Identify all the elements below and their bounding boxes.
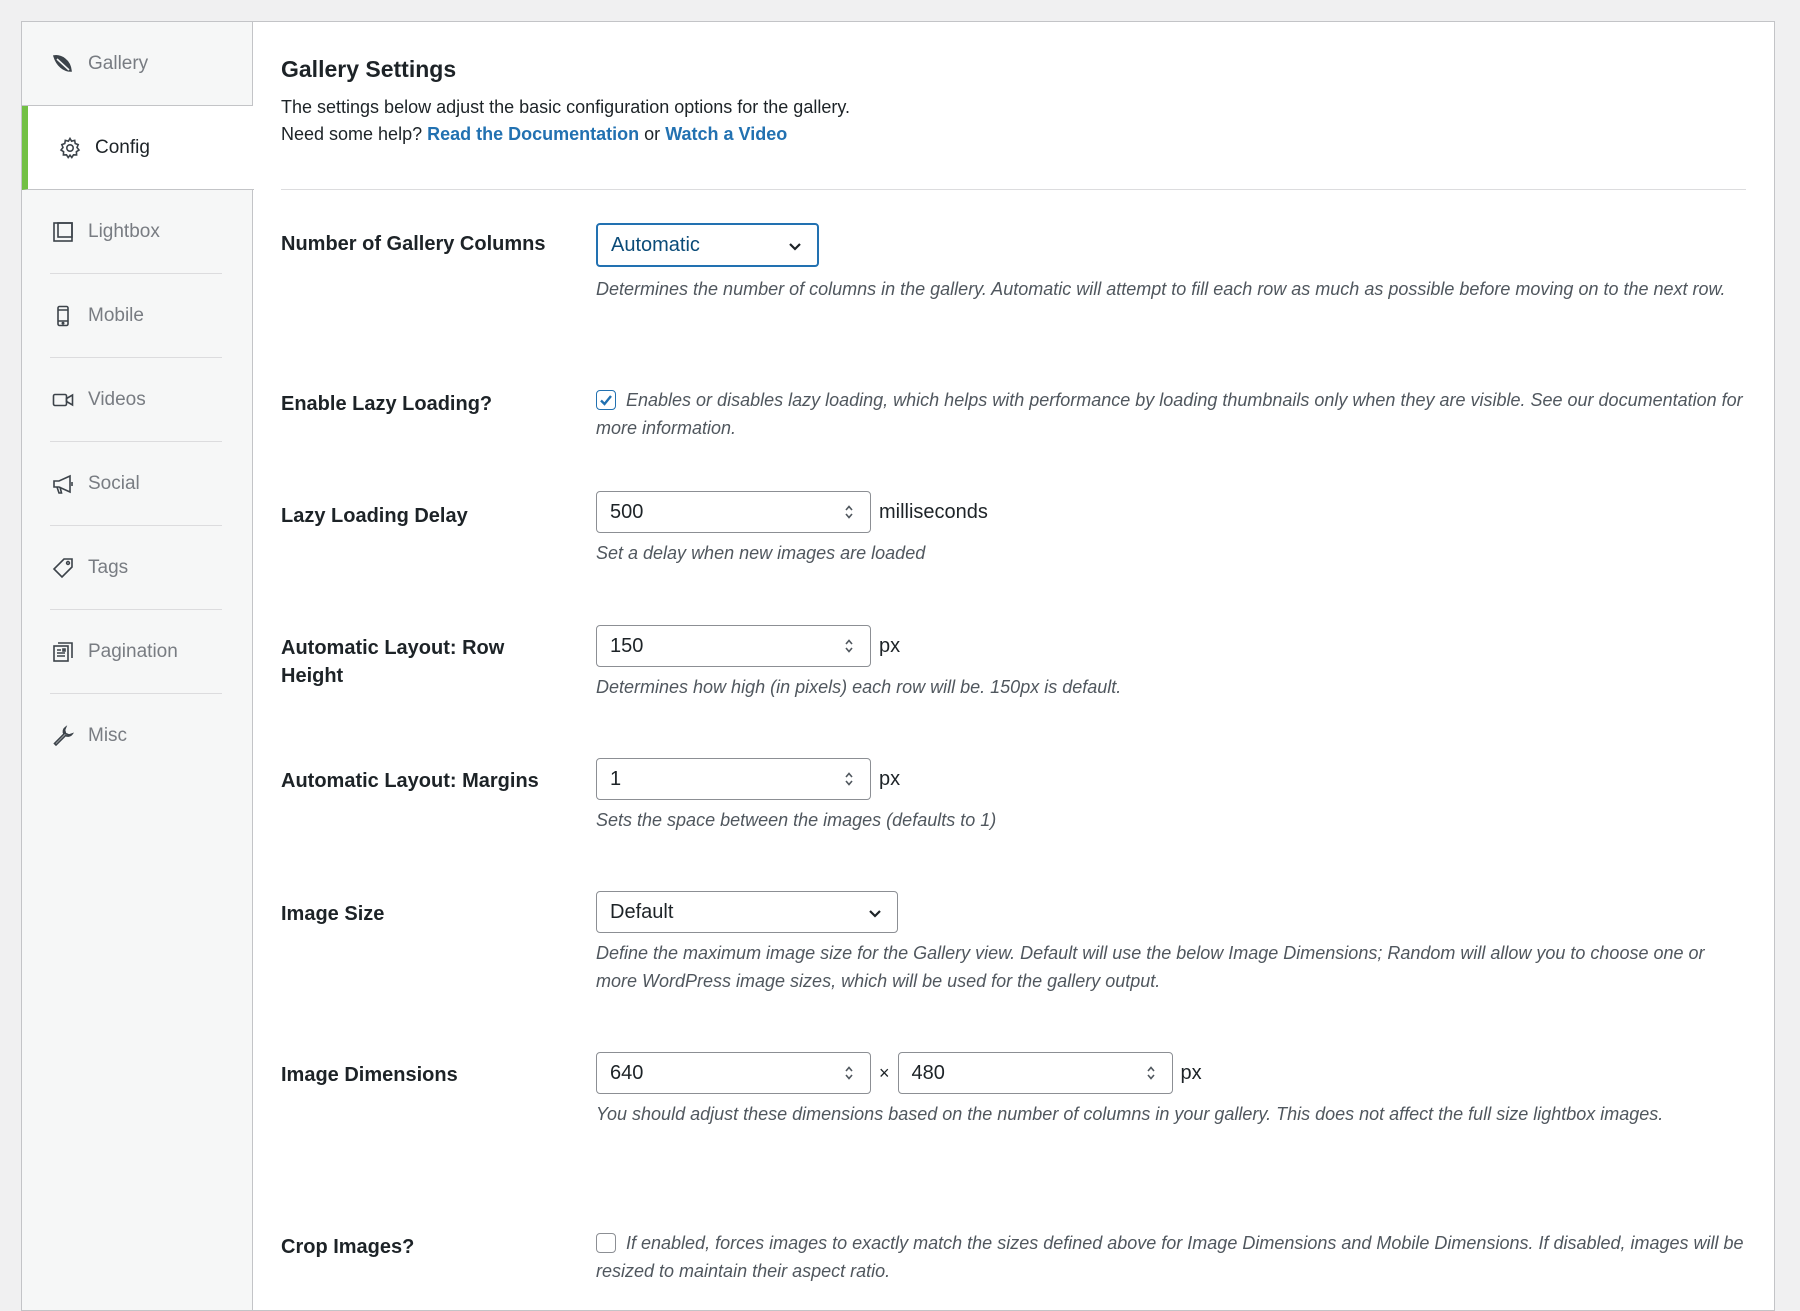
documentation-link[interactable]: Read the Documentation (427, 124, 640, 144)
gallery-columns-label: Number of Gallery Columns (281, 233, 546, 255)
settings-sidebar (22, 22, 253, 1310)
lazy-loading-checkbox[interactable] (596, 390, 616, 410)
lazy-delay-field (596, 491, 1746, 567)
tab-social[interactable] (22, 442, 252, 526)
tab-videos[interactable] (22, 358, 252, 442)
row-height-unit: px (879, 634, 901, 657)
tab-tags[interactable] (22, 526, 252, 610)
image-height-value: 480 (911, 1061, 945, 1084)
lazy-delay-value: 500 (610, 500, 644, 523)
lazy-delay-unit: milliseconds (879, 500, 988, 523)
help-prefix: Need some help? (281, 124, 423, 144)
margins-value: 1 (610, 767, 622, 790)
tab-gallery[interactable] (22, 22, 252, 106)
header-divider (281, 189, 1746, 190)
image-height-input[interactable] (898, 1052, 1173, 1094)
lazy-delay-input[interactable] (596, 491, 871, 533)
lazy-loading-help: Enables or disables lazy loading, which helps with performance by loading thumbnails only when they are visible. See our documentation for more information. (596, 390, 1743, 438)
lightbox-icon (50, 219, 76, 245)
margins-help: Sets the space between the images (defaults to 1) (596, 810, 997, 830)
margins-input-row (596, 758, 1746, 800)
video-link[interactable]: Watch a Video (665, 124, 788, 144)
row-height-label: Automatic Layout: Row Height (281, 637, 505, 687)
gallery-columns-field (596, 230, 1746, 303)
row-height-field (596, 625, 1746, 701)
image-size-select[interactable] (596, 891, 898, 933)
or-text: or (644, 124, 661, 144)
tab-lightbox-label: Lightbox (88, 221, 160, 242)
chevron-down-icon (867, 904, 883, 920)
image-dimensions-unit: px (1180, 1061, 1202, 1084)
tab-misc-label: Misc (88, 725, 128, 746)
lazy-loading-field (596, 386, 1746, 442)
spinner-icon[interactable] (844, 637, 854, 655)
gallery-columns-help: Determines the number of columns in the gallery. Automatic will attempt to fill each row as much as possible before moving on to the next row. (596, 279, 1726, 299)
megaphone-icon (50, 471, 76, 497)
row-height-input-row (596, 625, 1746, 667)
chevron-down-icon (787, 237, 803, 253)
tab-social-label: Social (88, 473, 140, 494)
image-width-value: 640 (610, 1061, 644, 1084)
lazy-delay-label: Lazy Loading Delay (281, 505, 468, 527)
row-height-input[interactable] (596, 625, 871, 667)
image-dimensions-field (596, 1052, 1746, 1128)
gallery-columns-select[interactable] (596, 223, 819, 267)
description-text: The settings below adjust the basic configuration options for the gallery. (281, 97, 850, 117)
margins-unit: px (879, 767, 901, 790)
tab-pagination[interactable] (22, 610, 252, 694)
image-size-help: Define the maximum image size for the Gallery view. Default will use the below Image Dimensions; Random will allow you to choose one or more WordPress image sizes, which will be used for the gallery output. (596, 943, 1705, 991)
image-dimensions-label: Image Dimensions (281, 1064, 458, 1086)
crop-images-checkbox[interactable] (596, 1233, 616, 1253)
margins-field (596, 758, 1746, 834)
crop-images-field (596, 1229, 1746, 1285)
video-icon (50, 387, 76, 413)
help-line (281, 121, 850, 148)
row-height-value: 150 (610, 634, 644, 657)
gear-icon (57, 135, 83, 161)
page-title: Gallery Settings (281, 56, 457, 82)
crop-images-label: Crop Images? (281, 1236, 415, 1258)
settings-panel (21, 21, 1775, 1311)
image-width-input[interactable] (596, 1052, 871, 1094)
lazy-delay-help: Set a delay when new images are loaded (596, 543, 926, 563)
crop-images-help: If enabled, forces images to exactly match the sizes defined above for Image Dimensions and Mobile Dimensions. If disabled, images will be resized to maintain their aspect ratio. (596, 1233, 1744, 1281)
tab-pagination-label: Pagination (88, 641, 178, 662)
margins-input[interactable] (596, 758, 871, 800)
spinner-icon[interactable] (844, 770, 854, 788)
tab-lightbox[interactable] (22, 190, 252, 274)
lazy-delay-input-row (596, 491, 1746, 533)
tab-mobile[interactable] (22, 274, 252, 358)
leaf-icon (50, 51, 76, 77)
tab-gallery-label: Gallery (88, 52, 149, 74)
image-size-value: Default (610, 900, 674, 923)
gallery-columns-value: Automatic (611, 233, 700, 256)
wrench-icon (50, 723, 76, 749)
margins-label: Automatic Layout: Margins (281, 770, 539, 792)
image-dimensions-input-row (596, 1052, 1746, 1094)
image-dimensions-help: You should adjust these dimensions based on the number of columns in your gallery. This does not affect the full size lightbox images. (596, 1104, 1664, 1124)
spinner-icon[interactable] (1146, 1064, 1156, 1082)
tab-tags-label: Tags (88, 557, 129, 578)
row-height-help: Determines how high (in pixels) each row will be. 150px is default. (596, 677, 1122, 697)
tag-icon (50, 555, 76, 581)
lazy-loading-label: Enable Lazy Loading? (281, 393, 493, 415)
tab-config[interactable] (22, 106, 254, 190)
tab-misc[interactable] (22, 694, 252, 778)
spinner-icon[interactable] (844, 1064, 854, 1082)
image-size-label: Image Size (281, 903, 385, 925)
times-separator: × (879, 1062, 890, 1083)
page-description (281, 94, 850, 148)
pagination-icon (50, 639, 76, 665)
tab-mobile-label: Mobile (88, 305, 144, 326)
tab-config-label: Config (95, 136, 150, 158)
image-size-field (596, 891, 1746, 995)
tab-videos-label: Videos (88, 389, 146, 410)
spinner-icon[interactable] (844, 503, 854, 521)
mobile-icon (50, 303, 76, 329)
